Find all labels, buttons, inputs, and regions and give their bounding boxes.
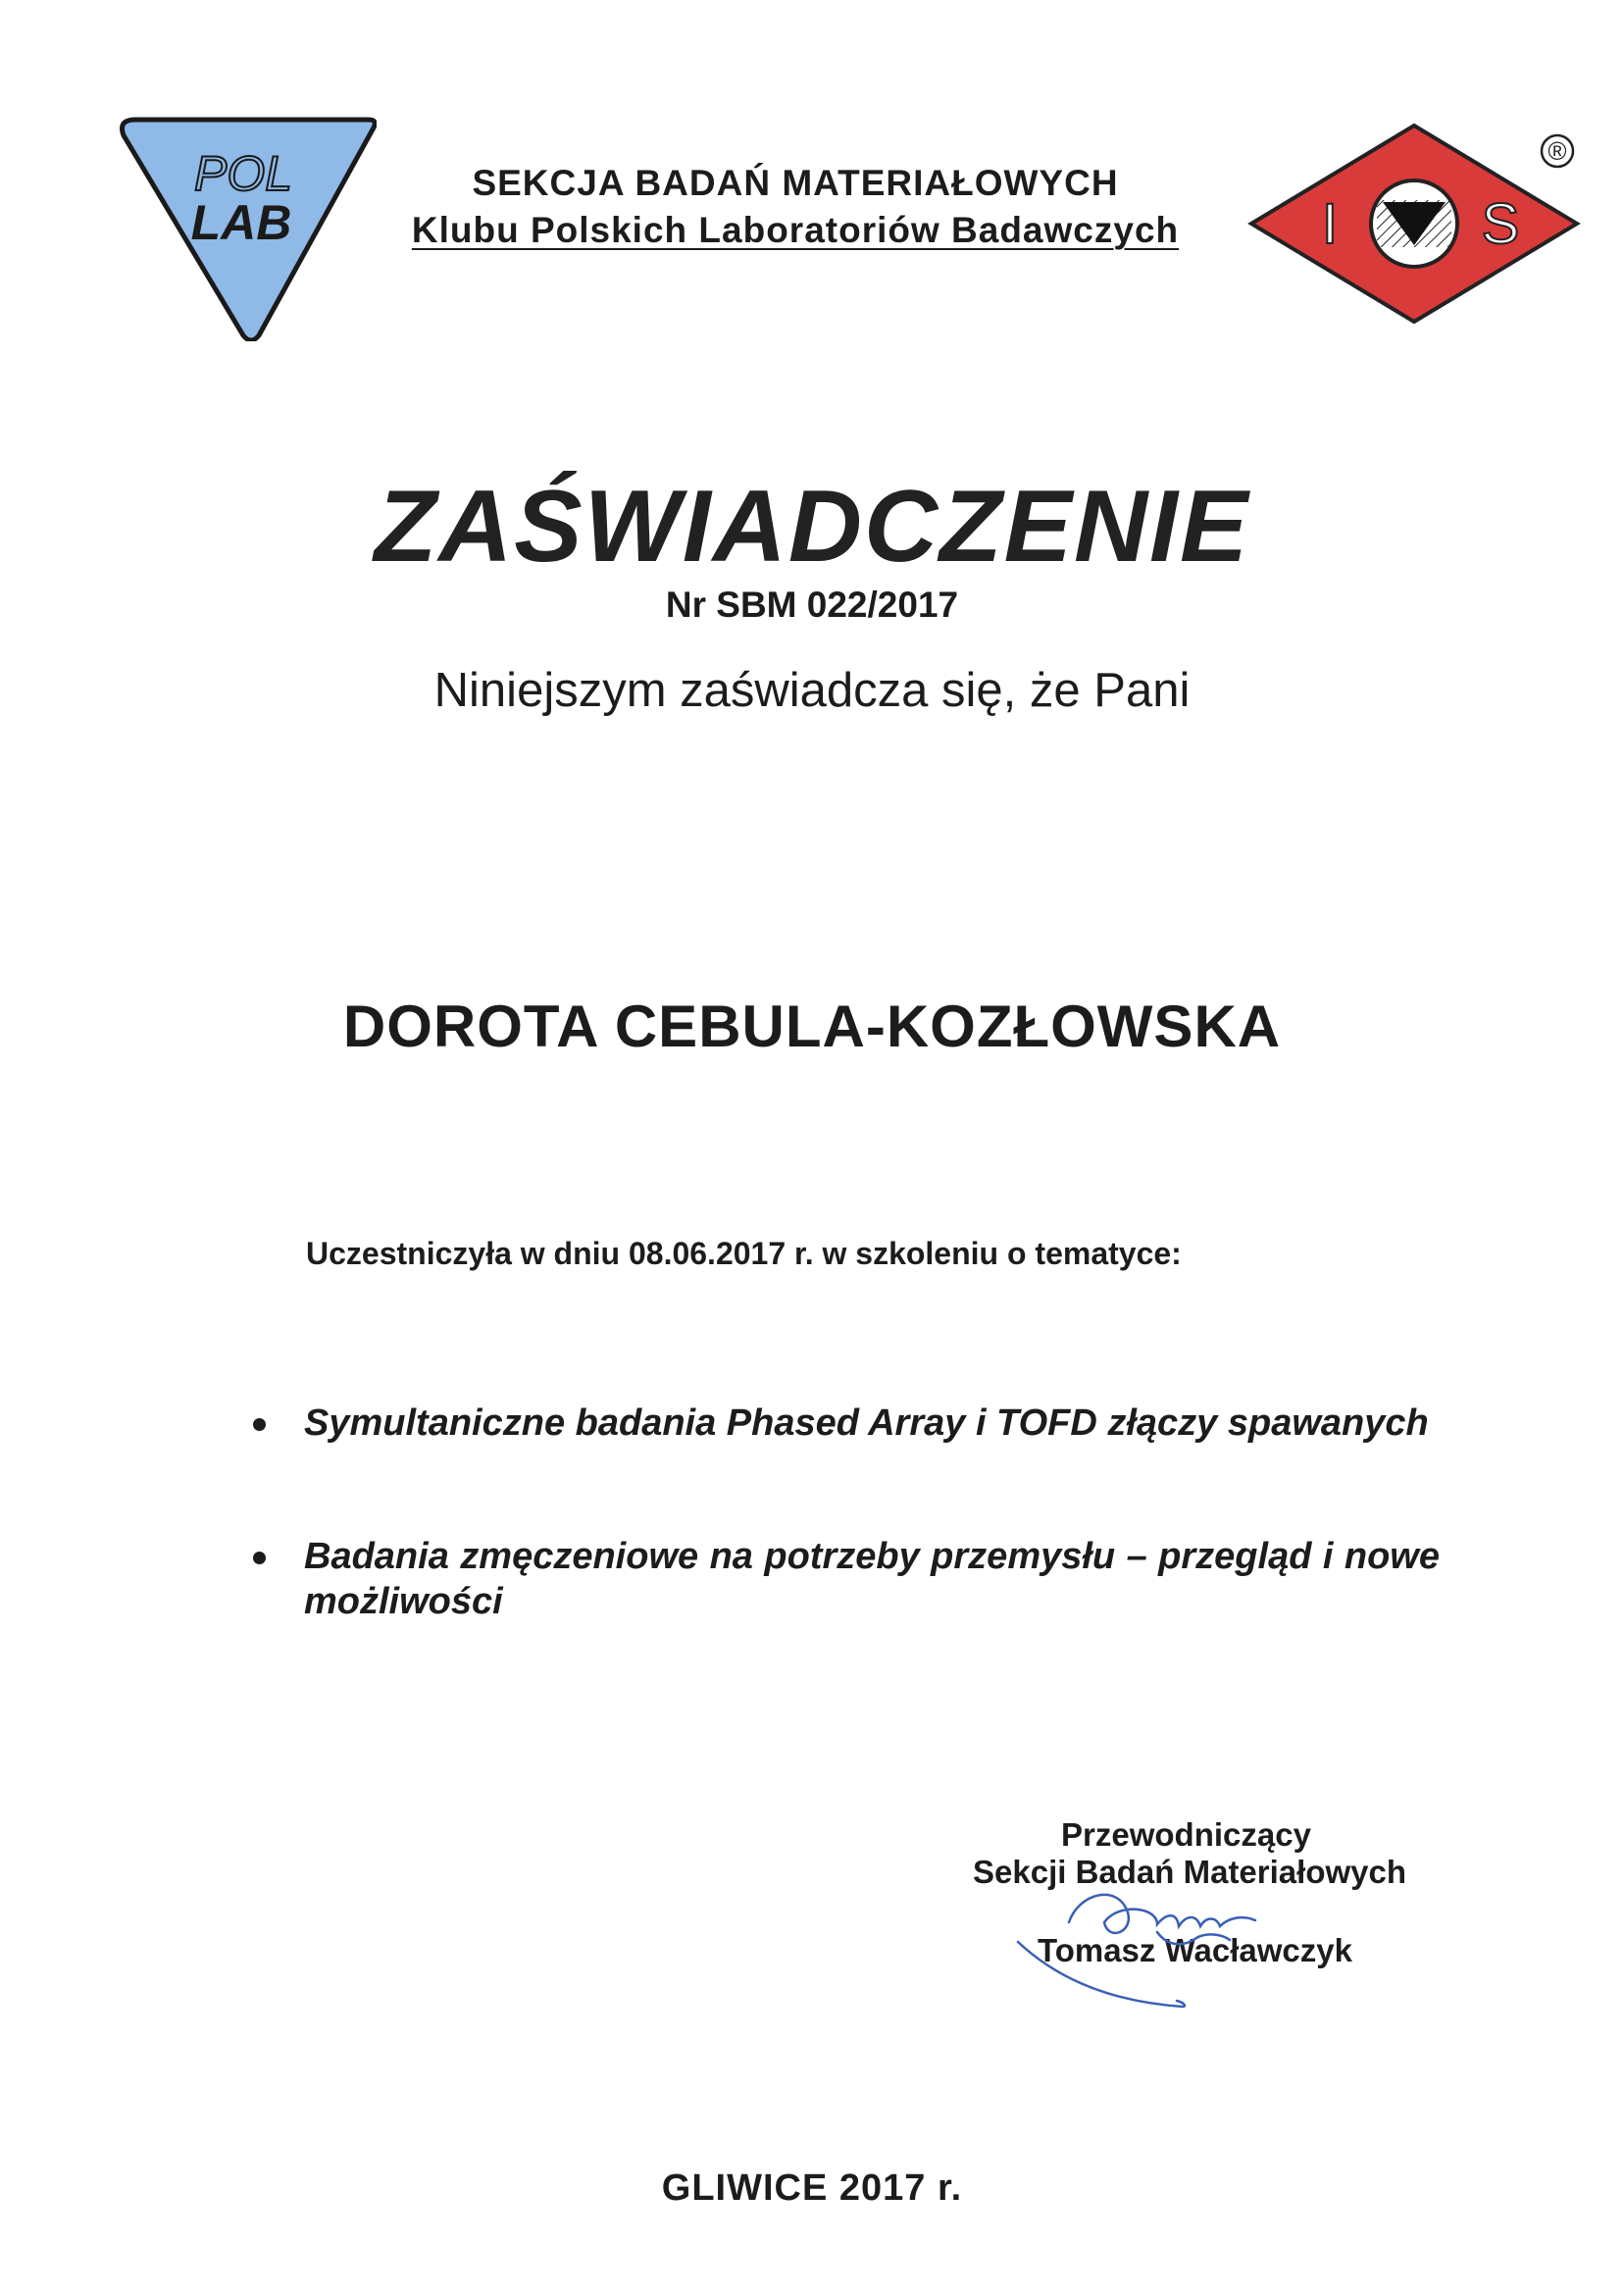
pollab-logo-text-bottom: LAB [190,195,292,250]
bullet-icon [253,1418,266,1431]
handwritten-signature [1010,1863,1334,2020]
header-club-name: Klubu Polskich Laboratoriów Badawczych [411,210,1180,250]
list-item [253,1534,1440,1624]
bullet-icon [253,1552,266,1564]
recipient-name: DOROTA CEBULA-KOZŁOWSKA [342,994,1282,1059]
ios-logo [1243,118,1585,328]
ios-logo-letter-i: I [1321,192,1339,256]
certificate-intro: Niniejszym zaświadcza się, że Pani [433,664,1191,717]
place-and-year: GLIWICE 2017 r. [661,2167,963,2209]
pollab-logo [116,114,377,341]
topic-text: Badania zmęczeniowe na potrzeby przemysłu – przegląd i nowe możliwości [304,1536,1440,1622]
signatory-organization: Sekcji Badań Materiałowych [973,1854,1407,1890]
participation-statement: Uczestniczyła w dniu 08.06.2017 r. w szkoleniu o tematyce: [306,1236,1182,1271]
list-item [253,1401,1440,1446]
header-section-name: SEKCJA BADAŃ MATERIAŁOWYCH [472,163,1119,203]
ios-logo-letter-s: S [1481,192,1520,256]
signatory-title: Przewodniczący [1061,1816,1311,1853]
topic-text: Symultaniczne badania Phased Array i TOFD złączy spawanych [304,1402,1429,1444]
signatory-name: Tomasz Wacławczyk [1038,1932,1352,1968]
ios-logo-registered-mark: ® [1548,136,1567,166]
certificate-number: Nr SBM 022/2017 [665,585,959,625]
certificate-title: ZAŚWIADCZENIE [374,470,1250,584]
pollab-logo-text-top: POL [193,146,293,201]
